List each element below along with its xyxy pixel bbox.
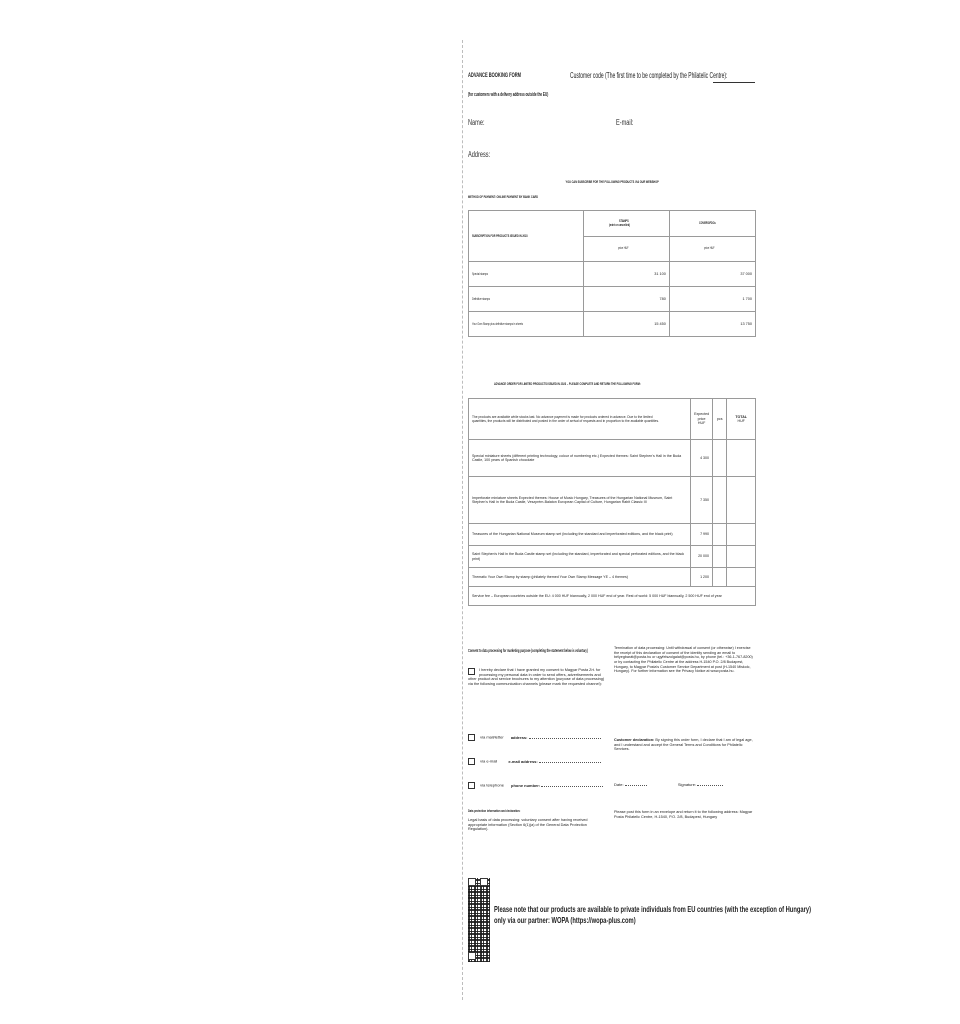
payment-method: METHOD OF PAYMENT: ONLINE PAYMENT BY BANK CARD: [468, 194, 539, 199]
table-row: Treasures of the Hungarian National Museum stamp set (including the standard and imperforated editions, and the black print) 7 990: [469, 524, 756, 546]
advance-order-table: [468, 398, 756, 606]
subscription-col-header: SUBSCRIPTION FOR PRODUCTS ISSUED IN 2023: [469, 211, 584, 262]
advance-order-title: ADVANCE ORDER FOR LIMITED PRODUCTS ISSUED IN 2023 – PLEASE COMPLETE AND RETURN THE FOLLOWING FORM:: [493, 381, 641, 386]
email-address-field[interactable]: [539, 762, 601, 763]
price-label: price HUF: [669, 236, 755, 262]
total-input[interactable]: [727, 477, 756, 524]
booking-form: [468, 66, 811, 976]
covers-header: COVERS/FDCs: [669, 211, 755, 237]
channel-email: via e-mail e-mail address:: [468, 758, 612, 765]
service-fee: Service fee – European countries outside the EU: 4 000 HUF biannually, 2 000 HUF end of year. Rest of world: 5 000 HUF biannually, 2 500 HUF end of year: [469, 587, 756, 606]
customer-code: Customer code (The first time to be completed by the Philatelic Centre):: [570, 71, 728, 80]
termination-text: Termination of data processing: Until withdrawal of consent (or otherwise) I exercise the receipt of this declaration of consent of the identity sending an email to bélyegbarát@posta.hu or ugyfelszolgalat@posta.hu, by phone (tel.: +36-1-767-8200) or by contacting the Philatelic Centre at the address H-1540 P.O. 2/8 Budapest, Hungary, to Magyar Posta's Customer Service Department at post (H-1540 Miskolc, Hungary). For further information see the Privacy Notice at www.posta.hu.: [614, 646, 753, 674]
table-row: Saint Stephen's Hall in the Buda Castle stamp set (including the standard, imperforated and special perforated editions, and the black print) 20 000: [469, 546, 756, 568]
qr-code: [468, 878, 490, 962]
date-signature-row: Date: Signature:: [614, 782, 754, 787]
address-field[interactable]: [529, 738, 601, 739]
pcs-input[interactable]: [713, 477, 727, 524]
table-row: Imperforate miniature sheets Expected themes: House of Music Hungary, Treasures of the Hungarian National Museum, Saint Stephen's Hall in the Buda Castle, Veszprém-Balaton European Capital of Culture, Hungarian Rabit Classic III 7 350: [469, 477, 756, 524]
expected-price-header: Expected price HUF: [691, 399, 713, 440]
signature-field[interactable]: [697, 785, 723, 786]
data-protection-text: Legal basis of data processing: voluntary consent after having received appropriate information (Section 6(1)(a) of the General Data Protection Regulation).: [468, 818, 588, 832]
pcs-input[interactable]: [713, 524, 727, 546]
table-row: Definitive stamps 780 1 700: [469, 287, 756, 312]
total-input[interactable]: [727, 524, 756, 546]
consent-statement: I hereby declare that I have granted my consent to Magyar Posta Zrt. for processing my personal data in order to send offers, advertisements and other product and service brochures to my attention (purpose of data processing) via the following communication channels (please mark the requested channel):: [468, 668, 605, 687]
table-row: Special miniature sheets (different printing technology, colour of numbering etc.) Expected themes: Saint Stephen's Hall in the Buda Castle, 100 years of Spanish chocolate 4 300: [469, 440, 756, 477]
pcs-header: pcs: [713, 399, 727, 440]
total-input[interactable]: [727, 546, 756, 568]
form-subtitle: (for customers with a delivery address outside the EU): [468, 92, 549, 98]
address-label: Address:: [468, 150, 491, 159]
consent-title: Consent to data processing for marketing purpose (completing the statement below is voluntary): [468, 648, 588, 653]
cut-line: [462, 40, 463, 1000]
total-input[interactable]: [727, 568, 756, 587]
phone-number-field[interactable]: [541, 786, 603, 787]
return-address: Please post this form in an envelope and return it to the following address: Magyar Posta Philatelic Centre, H-1540, P.O. 2/8, Budapest, Hungary: [614, 810, 753, 819]
total-header: TOTAL HUF: [727, 399, 756, 440]
price-label: price HUF: [583, 236, 669, 262]
footer-note: Please note that our products are available to private individuals from EU countries (with the exception of Hungary) only via our partner: WOPA (https://wopa-plus.com): [494, 904, 811, 926]
total-input[interactable]: [727, 440, 756, 477]
subscription-table: [468, 210, 756, 337]
pcs-input[interactable]: [713, 546, 727, 568]
channel-mail: via mail/letter address:: [468, 734, 612, 741]
customer-code-field[interactable]: [713, 82, 755, 83]
table-row: Your Own Stamp plus definitive stamps in sheets 15 450 13 750: [469, 312, 756, 337]
date-field[interactable]: [625, 785, 647, 786]
customer-declaration: Customer declaration: By signing this order form, I declare that I am of legal age, and I understand and accept the General Terms and Conditions for Philatelic Services.: [614, 738, 753, 752]
form-title: ADVANCE BOOKING FORM: [468, 72, 521, 79]
email-label: E-mail:: [616, 118, 634, 127]
table-row: Special stamps 31 100 37 000: [469, 262, 756, 287]
pcs-input[interactable]: [713, 440, 727, 477]
channel-phone: via telephone phone number:: [468, 782, 612, 789]
phone-checkbox[interactable]: [468, 782, 475, 789]
consent-checkbox[interactable]: [468, 668, 475, 675]
table-row: Thematic Your Own Stamp by stamp (philately themed Your Own Stamp Message YE – 4 themes) 1 200: [469, 568, 756, 587]
mail-checkbox[interactable]: [468, 734, 475, 741]
advance-intro: The products are available while stocks last. No advance payment is made for products ordered in advance. Due to the limited quantities, the products will be distributed and posted in the order of arrival of requests and in proportion to the available quantities.: [469, 399, 691, 440]
data-protection-title: Data protection information and declaration:: [468, 808, 521, 813]
name-label: Name:: [468, 118, 485, 127]
email-checkbox[interactable]: [468, 758, 475, 765]
pcs-input[interactable]: [713, 568, 727, 587]
webshop-notice: YOU CAN SUBSCRIBE FOR THE FOLLOWING PRODUCTS VIA OUR WEBSHOP: [565, 179, 659, 184]
stamps-header: STAMPS (mint or cancelled): [583, 211, 669, 237]
table-row: [469, 587, 756, 606]
